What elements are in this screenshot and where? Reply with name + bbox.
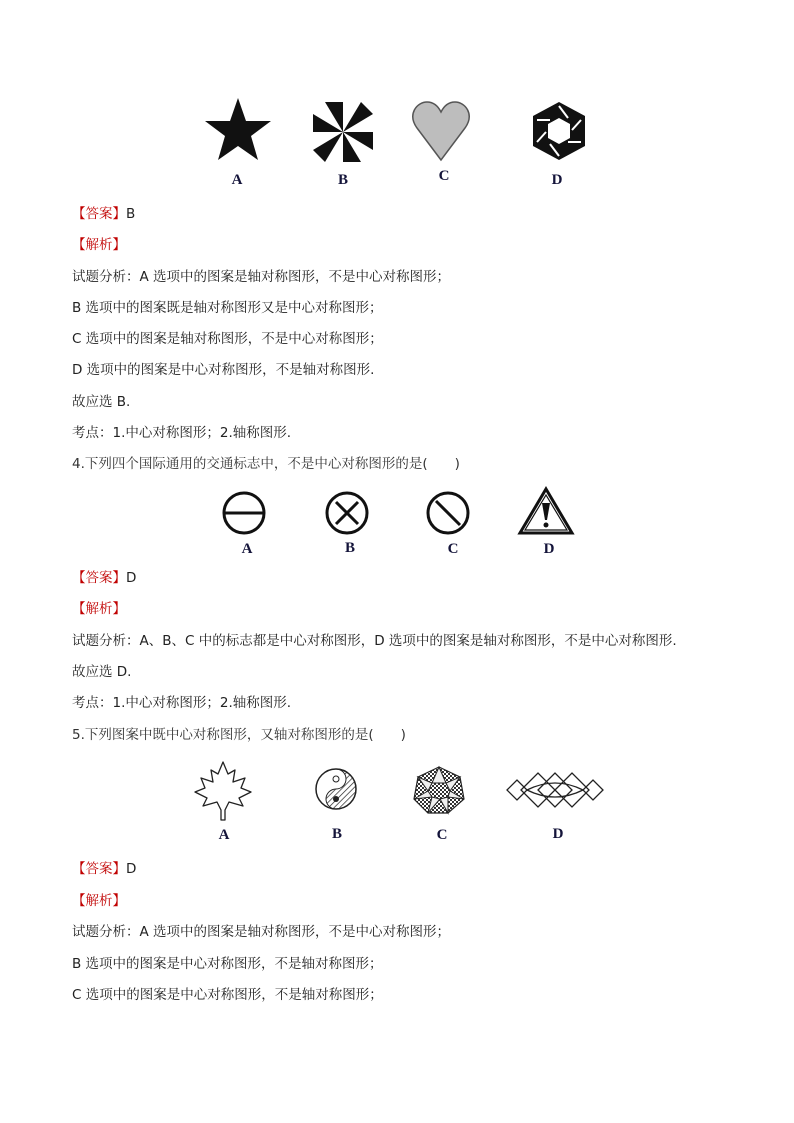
q3-line-6: 考点：1.中心对称图形；2.轴称图形.: [72, 425, 292, 441]
q4-line-3: 考点：1.中心对称图形；2.轴称图形.: [72, 695, 292, 711]
q4-line-2: 故应选 D.: [72, 664, 132, 680]
q3-label-b: B: [337, 172, 348, 188]
q5-answer: [72, 860, 136, 878]
q3-line-2: B 选项中的图案既是轴对称图形又是中心对称图形；: [72, 300, 383, 316]
patterned-polygon-figure: [412, 765, 466, 815]
hexagon-figure: [528, 100, 590, 162]
answer-value: D: [126, 570, 137, 586]
q5-analysis-tag: 【解析】: [72, 893, 126, 909]
q5-label-b: B: [331, 826, 342, 842]
q5-label-c: C: [436, 827, 448, 843]
maple-leaf-figure: [193, 760, 253, 822]
answer-tag: 【答案】: [72, 861, 126, 877]
q4-label-b: B: [344, 540, 355, 556]
q4-question: 4.下列四个国际通用的交通标志中，不是中心对称图形的是( ): [72, 456, 460, 472]
q5-line-1: 试题分析：A 选项中的图案是轴对称图形，不是中心对称图形；: [72, 924, 451, 940]
q4-label-c: C: [447, 541, 459, 557]
q4-label-d: D: [543, 541, 555, 557]
q5-line-3: C 选项中的图案是中心对称图形，不是轴对称图形；: [72, 987, 383, 1003]
q3-line-5: 故应选 B.: [72, 394, 131, 410]
q3-line-4: D 选项中的图案是中心对称图形，不是轴对称图形.: [72, 362, 375, 378]
q3-analysis-tag: 【解析】: [72, 237, 126, 253]
q4-line-1: 试题分析：A、B、C 中的标志都是中心对称图形，D 选项中的图案是轴对称图形，不是中心对称图形.: [72, 633, 677, 649]
answer-value: D: [126, 861, 137, 877]
warning-triangle-sign: [517, 486, 575, 536]
heart-figure: [411, 100, 471, 162]
q5-label-d: D: [552, 826, 564, 842]
q3-line-1: 试题分析：A 选项中的图案是轴对称图形，不是中心对称图形；: [72, 269, 451, 285]
circle-slash-sign: [425, 490, 471, 536]
answer-tag: 【答案】: [72, 570, 126, 586]
q3-label-c: C: [438, 168, 450, 184]
star-figure: [203, 96, 273, 162]
q5-question: 5.下列图案中既中心对称图形，又轴对称图形的是( ): [72, 727, 406, 743]
yin-yang-figure: [313, 766, 359, 812]
q3-line-3: C 选项中的图案是轴对称图形，不是中心对称图形；: [72, 331, 383, 347]
q4-analysis-tag: 【解析】: [72, 601, 126, 617]
answer-tag: 【答案】: [72, 206, 126, 222]
q3-answer: [72, 205, 135, 223]
pinwheel-figure: [311, 100, 375, 164]
circle-bar-sign: [221, 490, 267, 536]
q5-line-2: B 选项中的图案是中心对称图形，不是轴对称图形；: [72, 956, 383, 972]
answer-value: B: [126, 206, 136, 222]
q4-label-a: A: [241, 541, 253, 557]
q5-label-a: A: [218, 827, 230, 843]
q4-answer: [72, 569, 136, 587]
q3-label-a: A: [231, 172, 243, 188]
diamond-chain-figure: [505, 768, 605, 812]
circle-x-sign: [324, 490, 370, 536]
q3-label-d: D: [551, 172, 563, 188]
